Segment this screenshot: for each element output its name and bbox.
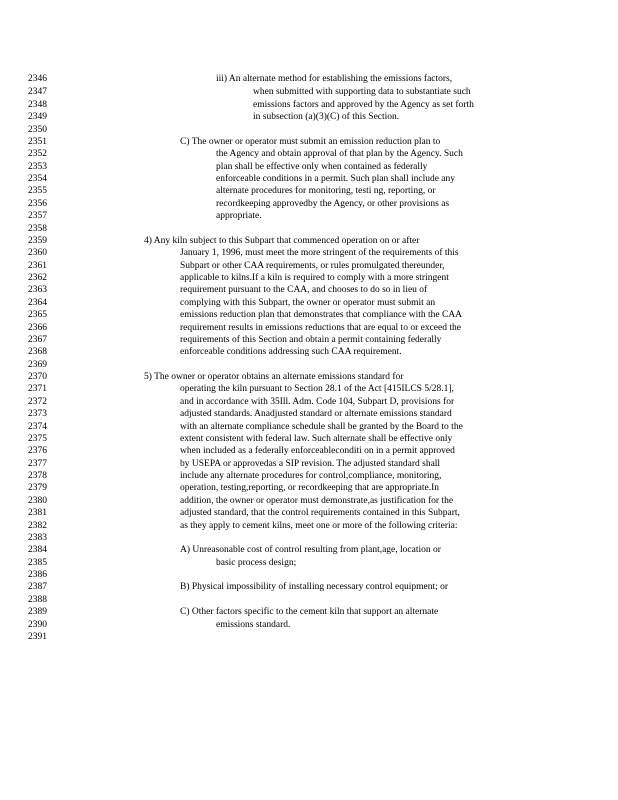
line-number: 2382 <box>28 521 47 531</box>
text-line: iii) An alternate method for establishing the emissions factors, <box>216 74 453 84</box>
line-number: 2381 <box>28 508 47 518</box>
line-number: 2361 <box>28 261 47 271</box>
text-line: the Agency and obtain approval of that plan by the Agency. Such <box>216 149 463 159</box>
line-number: 2373 <box>28 409 47 419</box>
line-number: 2374 <box>28 422 47 432</box>
text-line: alternate procedures for monitoring, testi ng, reporting, or <box>216 186 436 196</box>
line-number: 2356 <box>28 199 47 209</box>
line-number: 2355 <box>28 186 47 196</box>
line-number: 2367 <box>28 335 47 345</box>
text-line: enforceable conditions addressing such CAA requirement. <box>180 347 402 357</box>
line-number: 2364 <box>28 298 47 308</box>
line-number: 2359 <box>28 236 47 246</box>
text-line: emissions reduction plan that demonstrates that compliance with the CAA <box>180 310 463 320</box>
text-line: Subpart or other CAA requirements, or rules promulgated thereunder, <box>180 261 445 271</box>
line-number: 2366 <box>28 323 47 333</box>
text-line: applicable to kilns.If a kiln is required to comply with a more stringent <box>180 273 449 283</box>
text-line: emissions standard. <box>216 620 291 630</box>
line-number: 2353 <box>28 162 47 172</box>
text-line: operating the kiln pursuant to Section 28.1 of the Act [415ILCS 5/28.1], <box>180 384 454 394</box>
text-line: adjusted standards. Anadjusted standard or alternate emissions standard <box>180 409 452 419</box>
text-line: and in accordance with 35Ill. Adm. Code 104, Subpart D, provisions for <box>180 397 455 407</box>
line-number: 2375 <box>28 434 47 444</box>
text-line: plan shall be effective only when contained as federally <box>216 162 428 172</box>
text-line: requirement results in emissions reductions that are equal to or exceed the <box>180 323 461 333</box>
line-number: 2379 <box>28 483 47 493</box>
text-line: in subsection (a)(3)(C) of this Section. <box>253 112 400 122</box>
line-number: 2378 <box>28 471 47 481</box>
text-line: by USEPA or approvedas a SIP revision. The adjusted standard shall <box>180 459 441 469</box>
line-number: 2376 <box>28 446 47 456</box>
line-number: 2346 <box>28 74 47 84</box>
line-number: 2377 <box>28 459 47 469</box>
line-number: 2362 <box>28 273 47 283</box>
line-number: 2354 <box>28 174 47 184</box>
line-number: 2369 <box>28 360 47 370</box>
line-number: 2380 <box>28 496 47 506</box>
line-number: 2388 <box>28 595 47 605</box>
text-line: appropriate. <box>216 211 262 221</box>
line-number: 2384 <box>28 545 47 555</box>
line-number: 2365 <box>28 310 47 320</box>
text-line: A) Unreasonable cost of control resulting from plant,age, location or <box>180 545 441 555</box>
line-number: 2349 <box>28 112 47 122</box>
line-number: 2391 <box>28 632 47 642</box>
text-line: January 1, 1996, must meet the more stringent of the requirements of this <box>180 248 459 258</box>
line-number: 2357 <box>28 211 47 221</box>
text-line: basic process design; <box>216 558 297 568</box>
text-line: recordkeeping approvedby the Agency, or other provisions as <box>216 199 450 209</box>
line-number: 2385 <box>28 558 47 568</box>
text-line: emissions factors and approved by the Agency as set forth <box>253 100 474 110</box>
line-number: 2352 <box>28 149 47 159</box>
text-line: addition, the owner or operator must demonstrate,as justification for the <box>180 496 454 506</box>
line-number: 2351 <box>28 137 47 147</box>
line-number: 2371 <box>28 384 47 394</box>
text-line: C) The owner or operator must submit an emission reduction plan to <box>180 137 441 147</box>
text-line: operation, testing,reporting, or recordkeeping that are appropriate.In <box>180 483 440 493</box>
line-number: 2363 <box>28 285 47 295</box>
text-line: B) Physical impossibility of installing necessary control equipment; or <box>180 582 449 592</box>
line-number: 2360 <box>28 248 47 258</box>
line-number: 2347 <box>28 87 47 97</box>
line-number: 2386 <box>28 570 47 580</box>
line-number: 2390 <box>28 620 47 630</box>
line-number: 2383 <box>28 533 47 543</box>
text-line: 5) The owner or operator obtains an alternate emissions standard for <box>144 372 404 382</box>
line-number: 2372 <box>28 397 47 407</box>
text-line: when included as a federally enforceableconditi on in a permit approved <box>180 446 455 456</box>
line-number: 2387 <box>28 582 47 592</box>
line-number: 2389 <box>28 607 47 617</box>
text-line: with an alternate compliance schedule shall be granted by the Board to the <box>180 422 463 432</box>
line-number: 2350 <box>28 125 47 135</box>
line-number: 2348 <box>28 100 47 110</box>
text-line: extent consistent with federal law. Such alternate shall be effective only <box>180 434 453 444</box>
text-line: when submitted with supporting data to substantiate such <box>253 87 471 97</box>
line-number: 2368 <box>28 347 47 357</box>
text-line: C) Other factors specific to the cement kiln that support an alternate <box>180 607 439 617</box>
text-line: include any alternate procedures for control,compliance, monitoring, <box>180 471 442 481</box>
text-line: 4) Any kiln subject to this Subpart that commenced operation on or after <box>144 236 420 246</box>
text-line: requirement pursuant to the CAA, and chooses to do so in lieu of <box>180 285 428 295</box>
text-line: enforceable conditions in a permit. Such plan shall include any <box>216 174 456 184</box>
text-line: requirements of this Section and obtain a permit containing federally <box>180 335 442 345</box>
line-number: 2370 <box>28 372 47 382</box>
text-line: as they apply to cement kilns, meet one or more of the following criteria: <box>180 521 458 531</box>
text-line: complying with this Subpart, the owner or operator must submit an <box>180 298 436 308</box>
text-line: adjusted standard, that the control requirements contained in this Subpart, <box>180 508 460 518</box>
line-number: 2358 <box>28 224 47 234</box>
